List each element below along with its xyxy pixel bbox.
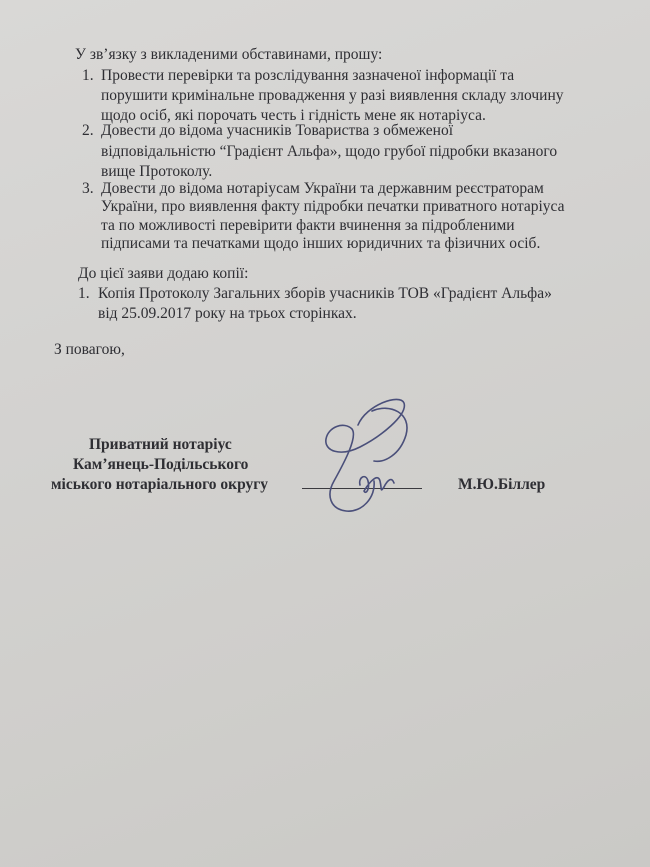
request-3-line-1: Довести до відома нотаріусам України та державним реєстраторам [101, 180, 544, 197]
attachments-intro: До цієї заяви додаю копії: [78, 265, 249, 282]
attachment-1-number: 1. [78, 285, 90, 302]
request-2-line-1: Довести до відома учасників Товариства з обмеженої [101, 122, 454, 139]
request-1-line-3: щодо осіб, які порочать честь і гідність мене як нотаріуса. [101, 107, 486, 124]
attachment-1-line-2: від 25.09.2017 року на трьох сторінках. [98, 305, 357, 322]
signer-title-line-3: міського нотаріального округу [51, 476, 269, 493]
request-3-line-4: підписами та печатками щодо інших юридичних та фізичних осіб. [101, 235, 541, 252]
request-3-line-3: та по можливості перевірити факти вчинення за підробленими [101, 217, 515, 234]
request-1-line-2: порушити кримінальне провадження у разі виявлення складу злочину [101, 87, 564, 104]
signer-title-line-2: Кам’янець-Подільського [73, 456, 249, 473]
request-2-number: 2. [82, 122, 94, 139]
request-2-line-3: вище Протоколу. [101, 163, 213, 180]
request-2-line-2: відповідальністю “Градієнт Альфа», щодо грубої підробки вказаного [101, 143, 558, 160]
attachment-1-line-1: Копія Протоколу Загальних зборів учасників ТОВ «Градієнт Альфа» [98, 285, 552, 302]
request-3-line-2: України, про виявлення факту підробки печатки приватного нотаріуса [101, 198, 565, 215]
signer-name: М.Ю.Біллер [458, 476, 546, 493]
handwritten-signature-icon [300, 385, 440, 525]
signer-title-line-1: Приватний нотаріус [89, 436, 232, 453]
request-1-number: 1. [82, 67, 94, 84]
request-3-number: 3. [82, 180, 94, 197]
request-1-line-1: Провести перевірки та розслідування зазначеної інформації та [101, 67, 515, 84]
closing-text: З повагою, [54, 341, 125, 358]
intro-text: У зв’язку з викладеними обставинами, прошу: [75, 46, 383, 63]
